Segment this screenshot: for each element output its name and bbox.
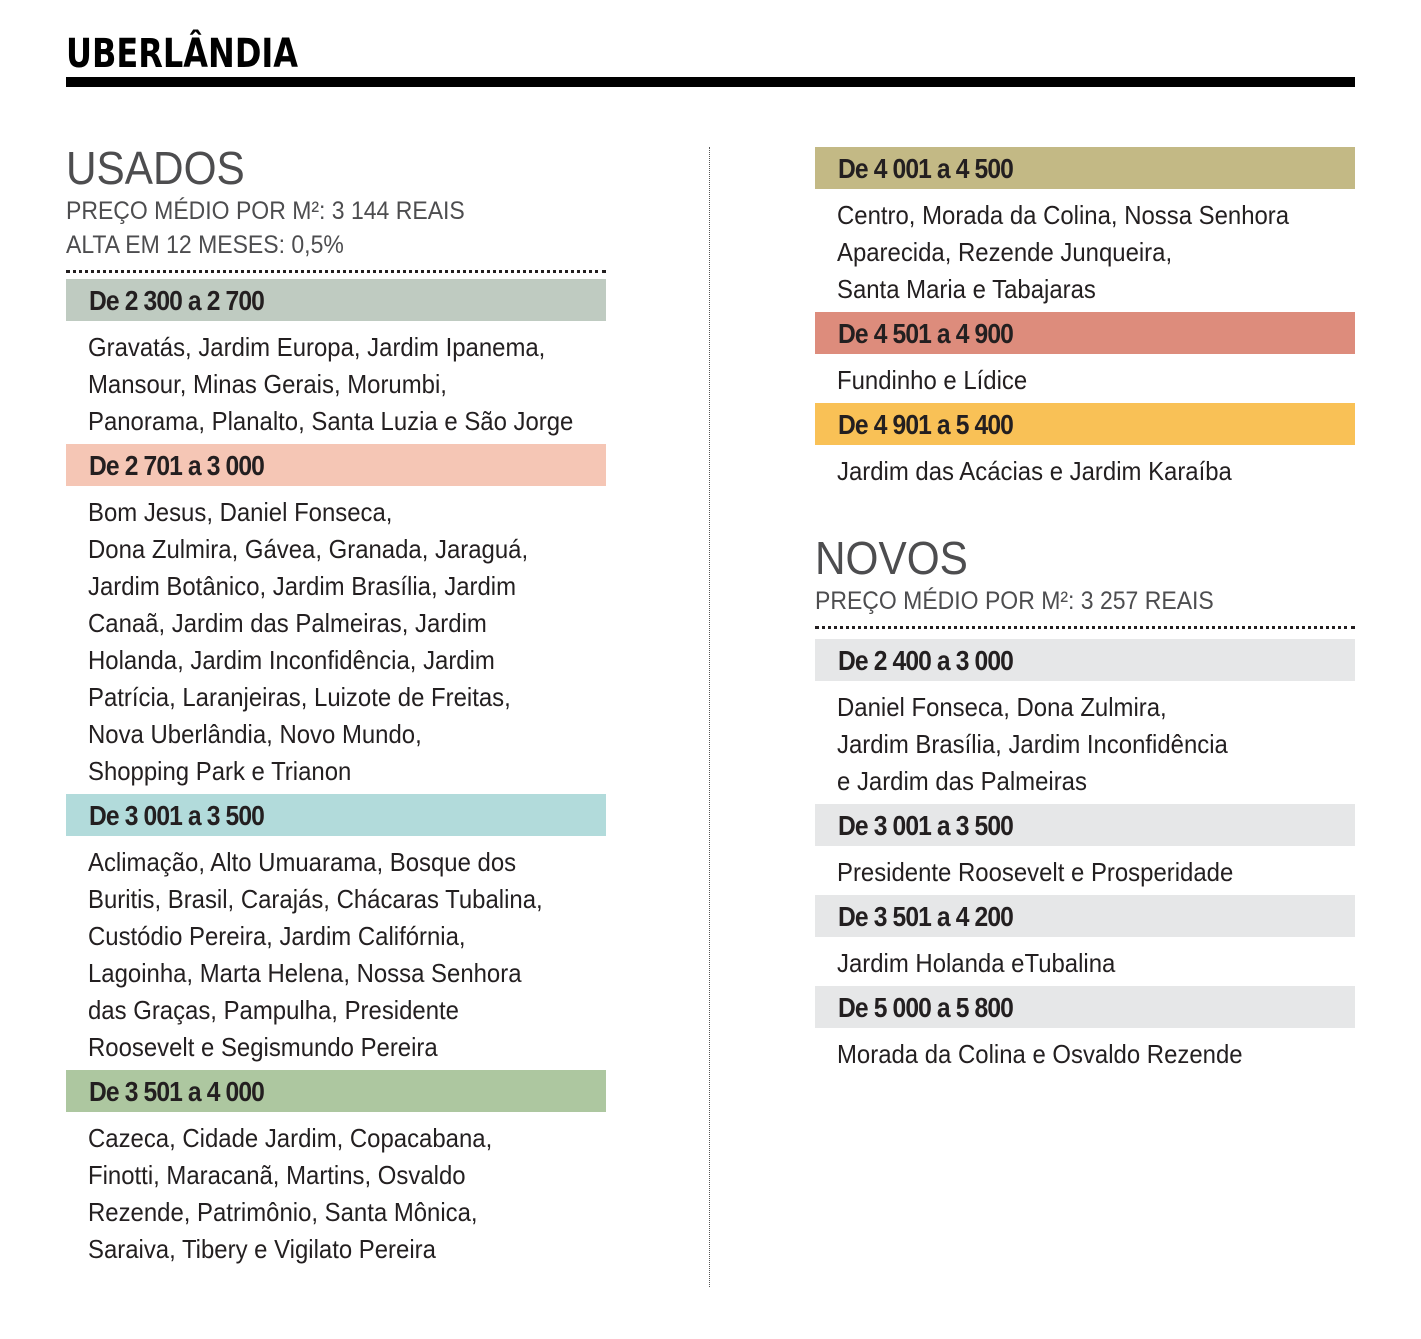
neighborhood-line: Shopping Park e Trianon (88, 756, 352, 786)
neighborhood-line: Canaã, Jardim das Palmeiras, Jardim (88, 608, 487, 638)
novos-header (815, 532, 1355, 618)
neighborhood-line: Buritis, Brasil, Carajás, Chácaras Tubalina, (88, 884, 543, 914)
usados-column (66, 142, 606, 1272)
neighborhood-line: Aparecida, Rezende Junqueira, (837, 237, 1173, 267)
novos-average-price: PREÇO MÉDIO POR M²: 3 257 REAIS (815, 587, 1214, 615)
neighborhood-line: Lagoinha, Marta Helena, Nossa Senhora (88, 958, 522, 988)
neighborhood-line: Cazeca, Cidade Jardim, Copacabana, (88, 1123, 493, 1153)
neighborhood-list (815, 1028, 1355, 1077)
neighborhood-line: Presidente Roosevelt e Prosperidade (837, 857, 1234, 887)
price-band (815, 895, 1355, 937)
neighborhood-line: Patrícia, Laranjeiras, Luizote de Freitas, (88, 682, 511, 712)
neighborhood-line: Custódio Pereira, Jardim Califórnia, (88, 921, 466, 951)
neighborhood-line: Mansour, Minas Gerais, Morumbi, (88, 369, 447, 399)
price-range-label: De 2 701 a 3 000 (89, 450, 264, 481)
price-range-label: De 3 501 a 4 200 (838, 901, 1013, 932)
price-range-label: De 3 501 a 4 000 (89, 1076, 264, 1107)
price-range-label: De 4 501 a 4 900 (838, 318, 1013, 349)
neighborhood-list (815, 354, 1355, 403)
column-divider (709, 147, 710, 1287)
neighborhood-line: Saraiva, Tibery e Vigilato Pereira (88, 1234, 436, 1264)
neighborhood-line: Aclimação, Alto Umuarama, Bosque dos (88, 847, 517, 877)
price-range-label: De 4 901 a 5 400 (838, 409, 1013, 440)
neighborhood-list (815, 681, 1355, 804)
neighborhood-line: Jardim Brasília, Jardim Inconfidência (837, 729, 1228, 759)
price-band (815, 403, 1355, 445)
neighborhood-line: Gravatás, Jardim Europa, Jardim Ipanema, (88, 332, 546, 362)
neighborhood-line: Jardim das Acácias e Jardim Karaíba (837, 456, 1232, 486)
price-range-label: De 2 300 a 2 700 (89, 285, 264, 316)
neighborhood-list (815, 445, 1355, 494)
price-band (815, 986, 1355, 1028)
neighborhood-line: Morada da Colina e Osvaldo Rezende (837, 1039, 1243, 1069)
neighborhood-line: Rezende, Patrimônio, Santa Mônica, (88, 1197, 478, 1227)
neighborhood-line: e Jardim das Palmeiras (837, 766, 1087, 796)
title-rule (66, 77, 1355, 87)
neighborhood-list (66, 321, 606, 444)
right-column (815, 147, 1355, 1077)
neighborhood-line: das Graças, Pampulha, Presidente (88, 995, 459, 1025)
price-band (815, 639, 1355, 681)
usados-header (66, 142, 606, 262)
neighborhood-line: Finotti, Maracanã, Martins, Osvaldo (88, 1160, 466, 1190)
page-title: UBERLÂNDIA (66, 31, 299, 77)
neighborhood-line: Roosevelt e Segismundo Pereira (88, 1032, 438, 1062)
price-band (66, 794, 606, 836)
neighborhood-line: Holanda, Jardim Inconfidência, Jardim (88, 645, 495, 675)
usados-heading: USADOS (66, 142, 245, 194)
price-band (815, 147, 1355, 189)
neighborhood-line: Fundinho e Lídice (837, 365, 1028, 395)
price-band (815, 312, 1355, 354)
usados-average-price: PREÇO MÉDIO POR M²: 3 144 REAIS (66, 197, 465, 225)
neighborhood-line: Daniel Fonseca, Dona Zulmira, (837, 692, 1167, 722)
price-range-label: De 4 001 a 4 500 (838, 153, 1013, 184)
neighborhood-line: Santa Maria e Tabajaras (837, 274, 1096, 304)
price-range-label: De 2 400 a 3 000 (838, 645, 1013, 676)
neighborhood-line: Jardim Botânico, Jardim Brasília, Jardim (88, 571, 517, 601)
price-band (66, 444, 606, 486)
neighborhood-list (66, 486, 606, 794)
neighborhood-line: Jardim Holanda eTubalina (837, 948, 1116, 978)
price-range-label: De 5 000 a 5 800 (838, 992, 1013, 1023)
price-band (66, 279, 606, 321)
neighborhood-list (815, 846, 1355, 895)
price-range-label: De 3 001 a 3 500 (838, 810, 1013, 841)
price-band (815, 804, 1355, 846)
usados-dotted-rule (66, 270, 606, 273)
neighborhood-line: Nova Uberlândia, Novo Mundo, (88, 719, 422, 749)
neighborhood-list (815, 937, 1355, 986)
neighborhood-line: Bom Jesus, Daniel Fonseca, (88, 497, 393, 527)
price-band (66, 1070, 606, 1112)
neighborhood-list (66, 1112, 606, 1272)
novos-heading: NOVOS (815, 532, 968, 584)
novos-dotted-rule (815, 626, 1355, 629)
neighborhood-list (815, 189, 1355, 312)
neighborhood-list (66, 836, 606, 1070)
usados-annual-change: ALTA EM 12 MESES: 0,5% (66, 231, 344, 259)
neighborhood-line: Panorama, Planalto, Santa Luzia e São Jorge (88, 406, 574, 436)
neighborhood-line: Centro, Morada da Colina, Nossa Senhora (837, 200, 1290, 230)
price-range-label: De 3 001 a 3 500 (89, 800, 264, 831)
neighborhood-line: Dona Zulmira, Gávea, Granada, Jaraguá, (88, 534, 529, 564)
